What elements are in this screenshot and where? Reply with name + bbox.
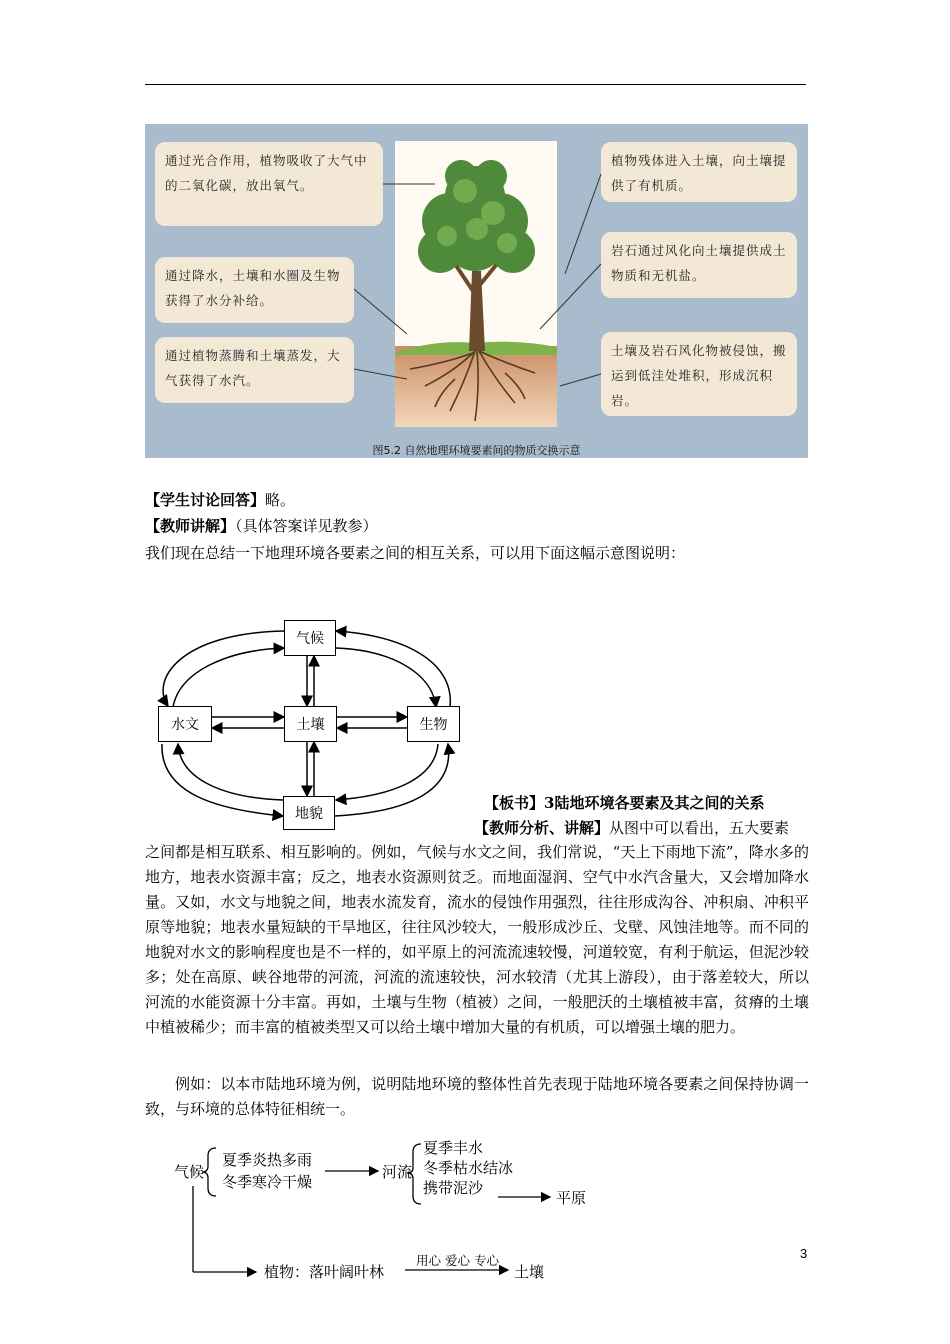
river-item-1: 夏季丰水 [423, 1139, 484, 1157]
teacher-text: （具体答案详见教参） [235, 517, 378, 535]
analysis-first: 从图中可以看出，五大要素 [609, 819, 790, 837]
student-text: 略。 [265, 491, 296, 509]
teacher-tag: 【教师讲解】 [145, 517, 236, 535]
left-box-3: 通过植物蒸腾和土壤蒸发，大气获得了水汽。 [155, 337, 354, 403]
student-tag: 【学生讨论回答】 [145, 491, 266, 509]
river-item-2: 冬季枯水结冰 [423, 1159, 514, 1177]
figure-caption: 图5.2 自然地理环境要素间的物质交换示意 [372, 444, 581, 457]
example-paragraph: 例如：以本市陆地环境为例，说明陆地环境的整体性首先表现于陆地环境各要素之间保持协调一致，与环境的总体特征相统一。 [145, 1075, 809, 1118]
soil-label: 土壤 [514, 1263, 545, 1281]
left-box-1: 通过光合作用，植物吸收了大气中的二氧化碳，放出氧气。 [155, 142, 383, 226]
right-box-3: 土壤及岩石风化物被侵蚀，搬运到低洼处堆积，形成沉积岩。 [601, 332, 797, 416]
node-soil: 土壤 [284, 706, 337, 742]
left-box-2: 通过降水，土壤和水圈及生物获得了水分补给。 [155, 257, 354, 323]
board-text: 3陆地环境各要素及其之间的关系 [544, 794, 765, 812]
climate-item-2: 冬季寒冷干燥 [222, 1173, 313, 1191]
node-landform: 地貌 [283, 796, 335, 830]
plain-label: 平原 [556, 1189, 587, 1207]
river-label: 河流 [382, 1163, 413, 1181]
right-box-2: 岩石通过风化向土壤提供成土物质和无机盐。 [601, 232, 797, 298]
node-biology: 生物 [407, 706, 460, 742]
intro-line: 我们现在总结一下地理环境各要素之间的相互关系，可以用下面这幅示意图说明： [145, 544, 686, 562]
board-tag: 【板书】 [484, 794, 545, 812]
right-box-1: 植物残体进入土壤，向土壤提供了有机质。 [601, 142, 797, 202]
node-climate: 气候 [284, 620, 336, 656]
river-item-3: 携带泥沙 [423, 1179, 484, 1197]
arrow-label: 用心 爱心 专心 [416, 1253, 499, 1268]
node-hydrology: 水文 [158, 706, 212, 742]
analysis-paragraph: 之间都是相互联系、相互影响的。例如，气候与水文之间，我们常说，“天上下雨地下流”，降水多的地方，地表水资源丰富；反之，地表水资源则贫乏。而地面湿润、空气中水汽含量大，又会增加降水量。又如，水文与地貌之间，地表水流发育，流水的侵蚀作用强烈，往往形成沟谷、冲积扇、冲积平原等地貌；地表水量短缺的干旱地区，往往风沙较大，一般形成沙丘、戈壁、风蚀洼地等。而不同的地貌对水文的影响程度也是不一样的，如平原上的河流流速较慢，河道较宽，有利于航运，但泥沙较多；处在高原、峡谷地带的河流，河流的流速较快，河水较清（尤其上游段），由于落差较大，所以河流的水能资源十分丰富。再如，土壤与生物（植被）之间，一般肥沃的土壤植被丰富，贫瘠的土壤中植被稀少；而丰富的植被类型又可以给土壤中增加大量的有机质，可以增强土壤的肥力。 [145, 843, 809, 1036]
climate-item-1: 夏季炎热多雨 [222, 1151, 313, 1169]
climate-label: 气候 [174, 1163, 205, 1181]
plant-label: 植物：落叶阔叶林 [264, 1263, 385, 1281]
analysis-tag: 【教师分析、讲解】 [474, 819, 610, 837]
page-number: 3 [800, 1246, 808, 1261]
